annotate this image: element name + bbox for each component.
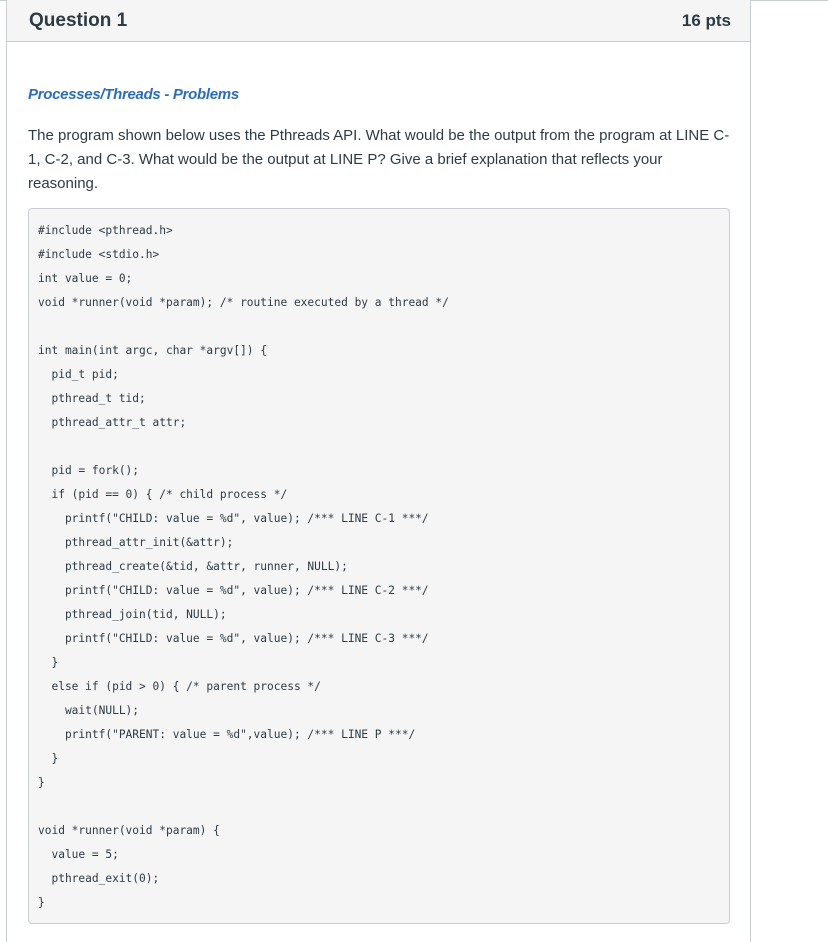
code-line: } — [38, 752, 59, 765]
code-line: pthread_create(&tid, &attr, runner, NULL); — [38, 560, 348, 573]
code-line: #include <pthread.h> — [38, 224, 173, 237]
code-line: printf("CHILD: value = %d", value); /*** LINE C-1 ***/ — [38, 512, 429, 525]
code-line: } — [38, 656, 59, 669]
code-line: printf("PARENT: value = %d",value); /*** LINE P ***/ — [38, 728, 416, 741]
code-line: void *runner(void *param) { — [38, 824, 220, 837]
code-block — [28, 208, 730, 924]
question-title: Question 1 — [29, 9, 128, 31]
code-line: pid = fork(); — [38, 464, 140, 477]
code-line: value = 5; — [38, 848, 119, 861]
code-line: #include <stdio.h> — [38, 248, 160, 261]
code-line: pthread_t tid; — [38, 392, 146, 405]
question-header — [7, 0, 750, 42]
code-line: printf("CHILD: value = %d", value); /*** LINE C-2 ***/ — [38, 584, 429, 597]
code-line: if (pid == 0) { /* child process */ — [38, 488, 288, 501]
code-line: pthread_join(tid, NULL); — [38, 608, 227, 621]
code-line — [38, 315, 729, 339]
code-line: pthread_attr_init(&attr); — [38, 536, 234, 549]
code-line: } — [38, 896, 45, 909]
code-line: pthread_exit(0); — [38, 872, 160, 885]
code-line: } — [38, 776, 45, 789]
code-line: else if (pid > 0) { /* parent process */ — [38, 680, 321, 693]
code-line: wait(NULL); — [38, 704, 140, 717]
code-line: pthread_attr_t attr; — [38, 416, 187, 429]
code-line: printf("CHILD: value = %d", value); /*** LINE C-3 ***/ — [38, 632, 429, 645]
code-line: int value = 0; — [38, 272, 133, 285]
question-body — [7, 42, 750, 924]
question-card — [6, 0, 751, 942]
code-line: pid_t pid; — [38, 368, 119, 381]
code-line: int main(int argc, char *argv[]) { — [38, 344, 268, 357]
question-text: The program shown below uses the Pthreads API. What would be the output from the program at LINE C-1, C-2, and C-3. What would be the output at LINE P? Give a brief explanation that reflects your reasoning. — [28, 127, 730, 192]
topic-heading: Processes/Threads - Problems — [28, 86, 239, 103]
code-line — [38, 795, 729, 819]
question-points: 16 pts — [681, 10, 731, 30]
code-line — [38, 435, 729, 459]
code-line: void *runner(void *param); /* routine executed by a thread */ — [38, 296, 449, 309]
